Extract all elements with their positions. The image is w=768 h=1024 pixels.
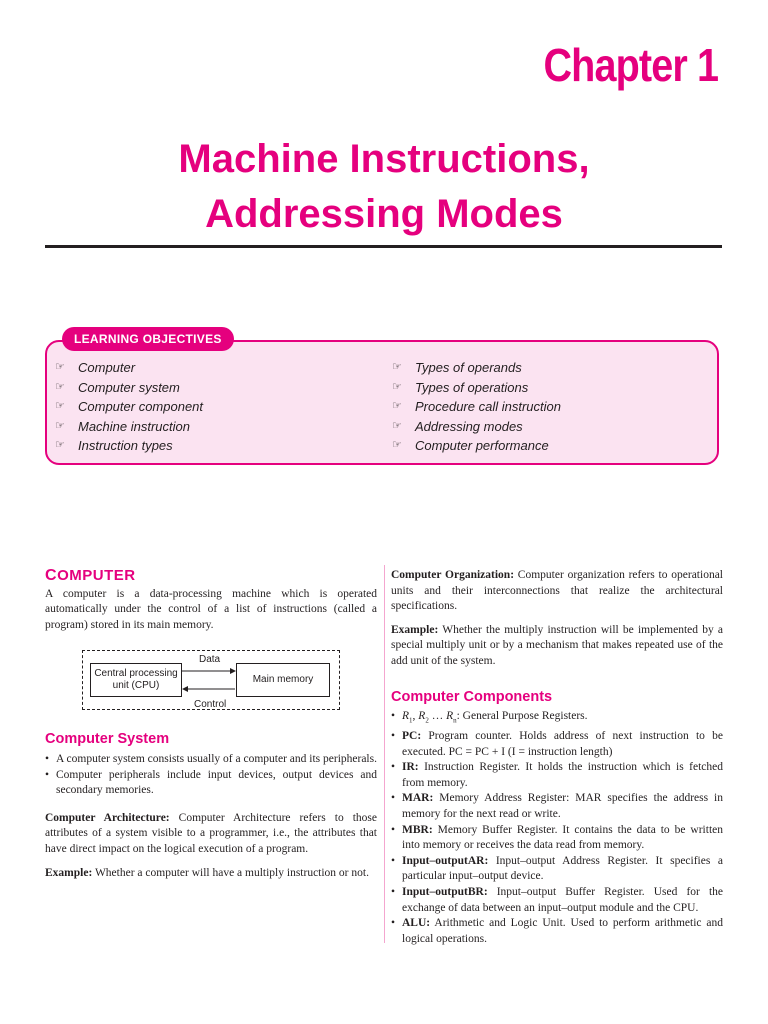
pointing-hand-icon: ☞: [392, 361, 402, 373]
main-memory-box: Main memory: [236, 663, 330, 697]
objective-label: Computer: [78, 360, 136, 375]
objective-item: [55, 378, 203, 398]
chapter-title: [0, 132, 768, 242]
section-heading-computer-components: Computer Components: [391, 688, 553, 705]
list-item: • Input–outputAR: Input–output Address Register. It specifies a particular input–output device.: [391, 854, 723, 885]
objective-item: [55, 397, 203, 417]
objective-item: [392, 417, 561, 437]
list-item: • Input–outputBR: Input–output Buffer Register. Used for the exchange of data between an input–output module and the CPU.: [391, 885, 723, 916]
objective-label: Procedure call instruction: [415, 399, 561, 414]
computer-organization-paragraph: Computer Organization: Computer organization refers to operational units and their interconnections that realize the architectural specifications.: [391, 569, 723, 613]
pointing-hand-icon: ☞: [392, 439, 402, 451]
objective-item: [55, 436, 203, 456]
chapter-label: Chapter 1: [543, 39, 718, 91]
pointing-hand-icon: ☞: [392, 380, 402, 393]
computer-system-bullets: [45, 752, 377, 799]
section-heading-computer-system: Computer System: [45, 731, 170, 748]
pointing-hand-icon: ☞: [55, 439, 65, 451]
cpu-box: Central processing unit (CPU): [90, 663, 182, 697]
objective-label: Computer component: [78, 399, 204, 414]
list-item: • $R_1$, $R_2$ … $R_n$: General Purpose Registers.: [391, 709, 723, 729]
pointing-hand-icon: ☞: [392, 419, 402, 432]
chapter-title-line-2: Addressing Modes: [205, 192, 563, 236]
objective-label: Machine instruction: [78, 418, 190, 434]
pointing-hand-icon: ☞: [55, 361, 65, 373]
list-item: • IR: Instruction Register. It holds the instruction which is fetched from memory.: [391, 760, 723, 791]
list-item: • PC: Program counter. Holds address of next instruction to be executed. PC = PC + I (I = instruction length): [391, 729, 723, 760]
objective-label: Addressing modes: [415, 418, 523, 434]
objective-item: [55, 358, 203, 378]
list-item: • ALU: Arithmetic and Logic Unit. Used to perform arithmetic and logical operations.: [391, 916, 723, 947]
objective-label: Instruction types: [78, 438, 173, 453]
objective-label: Computer system: [78, 379, 180, 395]
chapter-title-line-1: Machine Instructions,: [178, 137, 590, 181]
pointing-hand-icon: ☞: [55, 419, 65, 432]
pointing-hand-icon: ☞: [392, 400, 402, 412]
architecture-example-paragraph: Example: Whether a computer will have a multiply instruction or not.: [45, 866, 369, 879]
pointing-hand-icon: ☞: [55, 380, 65, 393]
objective-item: [392, 397, 561, 417]
objective-item: [392, 378, 561, 398]
computer-components-list: [391, 709, 723, 947]
computer-definition: A computer is a data-processing machine which is operated automatically under the control of a list of instructions (called a program) stored in its main memory.: [45, 587, 377, 631]
right-column: [391, 568, 723, 947]
objective-item: [392, 436, 561, 456]
list-item: • Computer peripherals include input devices, output devices and secondary memories.: [45, 768, 377, 799]
objective-label: Types of operands: [415, 360, 522, 375]
objective-label: Computer performance: [415, 438, 549, 453]
computer-architecture-paragraph: Computer Architecture: Computer Architecture refers to those attributes of a system visible to a programmer, i.e., the attributes that have direct impact on the logical execution of a program.: [45, 811, 377, 855]
list-item: • MBR: Memory Buffer Register. It contains the data to be written into memory or receives the data read from memory.: [391, 823, 723, 854]
column-divider: [384, 565, 385, 943]
objective-item: [55, 417, 203, 437]
list-item: • MAR: Memory Address Register: MAR specifies the address in memory for the next read or write.: [391, 791, 723, 822]
learning-objectives-right-list: [392, 358, 561, 456]
title-divider: [45, 245, 722, 248]
section-heading-computer: COMPUTER: [45, 567, 136, 584]
control-label: Control: [194, 699, 227, 711]
cpu-memory-diagram: [82, 650, 340, 710]
list-item: • A computer system consists usually of a computer and its peripherals.: [45, 752, 377, 768]
objective-label: Types of operations: [415, 379, 529, 395]
pointing-hand-icon: ☞: [55, 400, 65, 412]
organization-example-paragraph: Example: Whether the multiply instruction will be implemented by a special multiply unit or by a mechanism that makes repeated use of the add unit of the system.: [391, 623, 723, 667]
learning-objectives-badge: LEARNING OBJECTIVES: [62, 327, 234, 351]
learning-objectives-left-list: [55, 358, 203, 456]
left-column: [45, 568, 377, 881]
objective-item: [392, 358, 561, 378]
data-label: Data: [199, 654, 221, 666]
